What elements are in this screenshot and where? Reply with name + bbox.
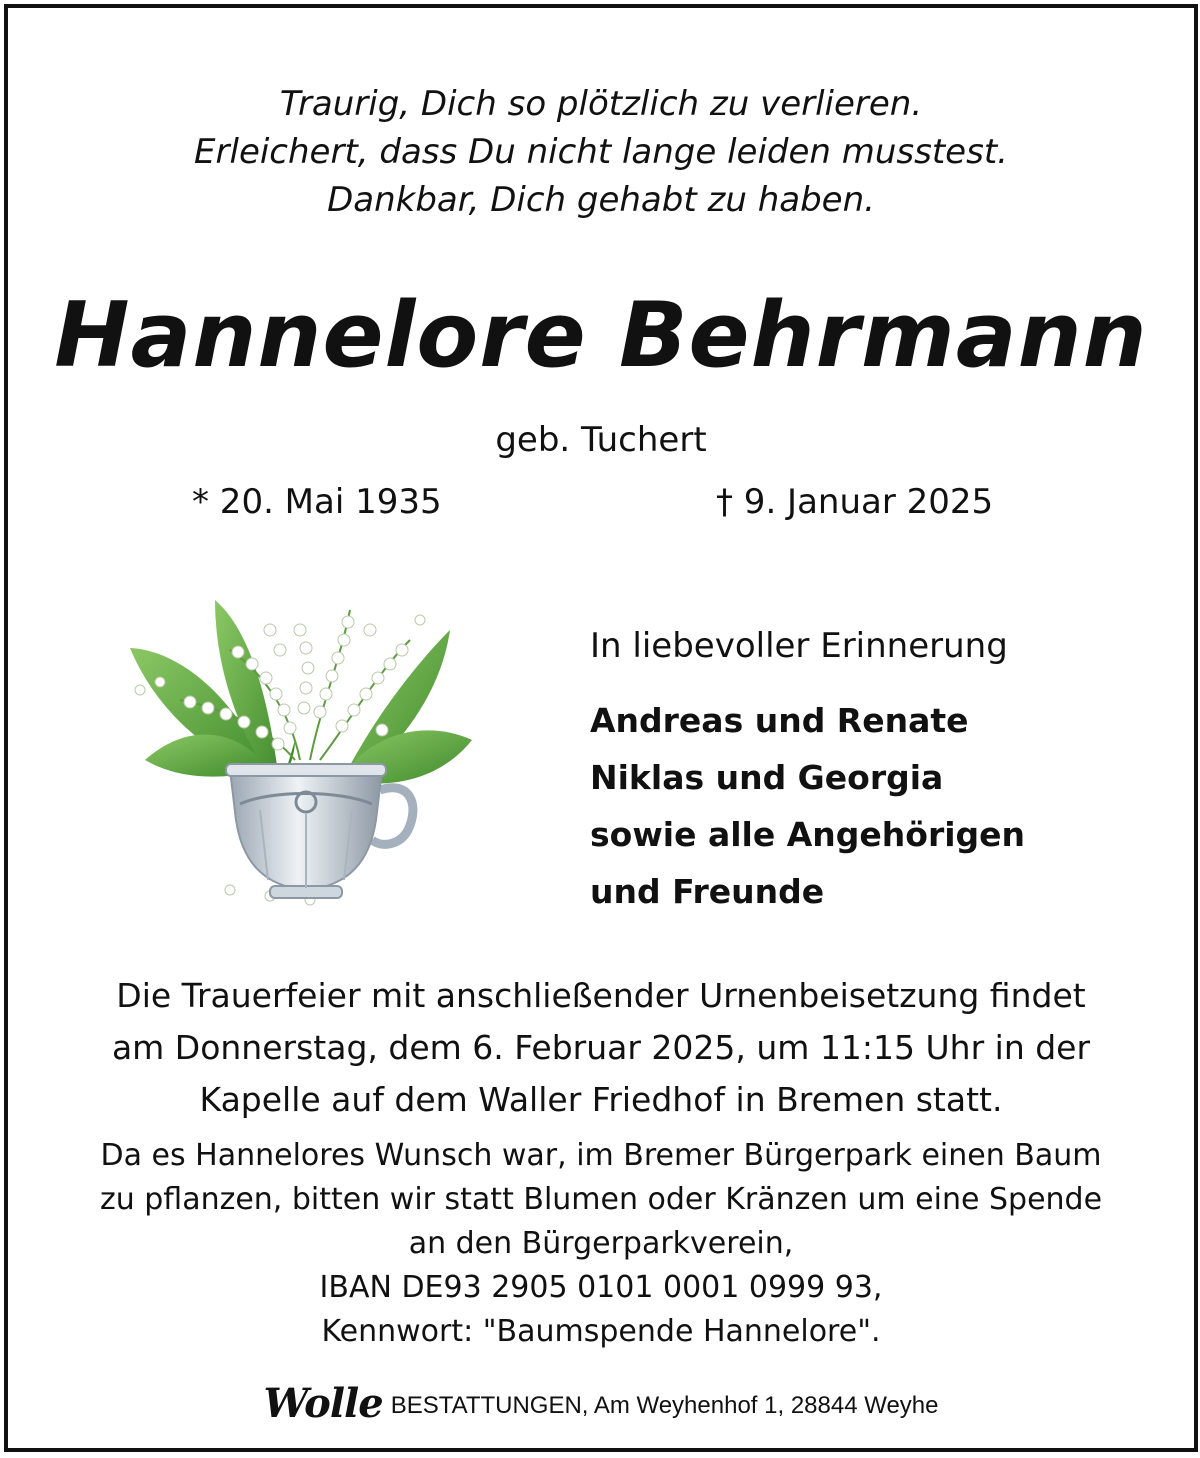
obituary-notice xyxy=(4,4,1198,1452)
donation-line: an den Bürgerparkverein, xyxy=(408,1226,794,1261)
mourner-line: sowie alle Angehörigen xyxy=(590,815,1026,854)
mourners-list xyxy=(590,692,1025,920)
donation-iban: IBAN DE93 2905 0101 0001 0999 93, xyxy=(319,1270,883,1305)
verse-line: Erleichert, dass Du nicht lange leiden musstest. xyxy=(194,132,1008,172)
service-line: am Donnerstag, dem 6. Februar 2025, um 11:15 Uhr in der xyxy=(111,1028,1091,1067)
funeral-home-logo: Wolle xyxy=(263,1380,383,1427)
service-line: Die Trauerfeier mit anschließender Urnenbeisetzung findet xyxy=(116,976,1086,1015)
funeral-service-info xyxy=(8,970,1194,1126)
verse-line: Dankbar, Dich gehabt zu haben. xyxy=(327,180,875,220)
birth-date: * 20. Mai 1935 xyxy=(192,482,442,522)
deceased-name: Hannelore Behrmann xyxy=(54,283,1148,388)
service-line: Kapelle auf dem Waller Friedhof in Bremen statt. xyxy=(199,1080,1003,1119)
death-date: † 9. Januar 2025 xyxy=(716,482,994,522)
donation-line: Da es Hannelores Wunsch war, im Bremer Bürgerpark einen Baum xyxy=(100,1138,1102,1173)
donation-line: zu pflanzen, bitten wir statt Blumen oder Kränzen um eine Spende xyxy=(99,1182,1103,1217)
mourner-line: und Freunde xyxy=(590,872,825,911)
remembrance-heading: In liebevoller Erinnerung xyxy=(590,626,1008,666)
birth-name: geb. Tuchert xyxy=(495,420,707,460)
donation-keyword: Kennwort: "Baumspende Hannelore". xyxy=(321,1314,881,1349)
mourner-line: Niklas und Georgia xyxy=(590,758,944,797)
verse-line: Traurig, Dich so plötzlich zu verlieren. xyxy=(279,84,923,124)
funeral-home-footer xyxy=(8,1380,1194,1427)
lily-of-the-valley-vase-icon xyxy=(120,590,478,910)
memorial-verse xyxy=(8,80,1194,224)
funeral-home-address: BESTATTUNGEN, Am Weyhenhof 1, 28844 Weyhe xyxy=(390,1392,939,1419)
mourner-line: Andreas und Renate xyxy=(590,701,969,740)
donation-request xyxy=(8,1134,1194,1354)
